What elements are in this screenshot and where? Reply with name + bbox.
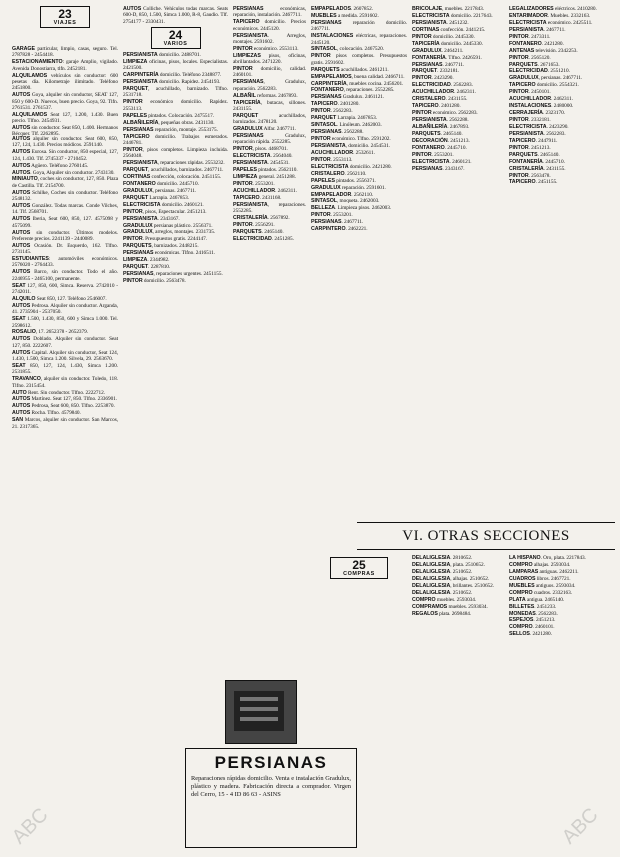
- section-box-24: [151, 27, 201, 49]
- classified-ad: FONTANERO. 2421280.: [509, 40, 564, 47]
- classified-ad: DELALIGLESIA. 2810652.: [412, 555, 473, 561]
- classified-ad: PERSIANAS Gradulux. 2461121.: [311, 94, 385, 101]
- classified-ad: TAPICERO domicilio. Precios económicos. 2445120.: [233, 19, 306, 32]
- column-2-listings: [123, 52, 228, 284]
- classified-ad: GRADULUX reparación. 2591601.: [311, 184, 386, 191]
- classified-ad: SINTASOL, moqueta. 2462003.: [311, 198, 380, 205]
- classified-ad: PERSIANAS. 2467711.: [412, 61, 465, 68]
- classified-ad: PAPELES pintados. 2562110.: [233, 167, 298, 174]
- classified-ad: GRADULUX, arreglos, montajes. 2331735.: [123, 229, 216, 236]
- classified-ad: ALBAÑILERÍA. 2467893.: [412, 123, 470, 130]
- classified-ad: ESTUDIANTES: automóviles económicos. 2576020 - 2764433.: [12, 256, 118, 269]
- classified-ad: ROSALIO, 17. 2652378 - 2652379.: [12, 329, 88, 336]
- classified-ad: MUEBLES a medida. 2591602.: [311, 12, 379, 19]
- classified-ad: CARPINTERÍA domicilio. Teléfono 2348877.: [123, 72, 222, 79]
- column-6-top: [509, 6, 611, 516]
- classified-ad: COMPRO cuadros. 2332163.: [509, 589, 572, 596]
- classified-ad: COMPRO muebles. 2593034.: [412, 596, 477, 603]
- classified-ad: MONEDAS. 2562283.: [509, 610, 558, 617]
- classified-ad: PERSIANISTA. Arreglos, montajes. 2591602.: [233, 32, 306, 45]
- column-6-bottom-listings: [509, 555, 611, 638]
- classified-ad: ELECTRICISTA económico. 2425511.: [509, 19, 593, 26]
- section-label: VIAJES: [53, 20, 77, 26]
- classified-ad: AUTOS Pedrosa, Seat 600, 850. Tlfno. 2253870.: [12, 403, 115, 410]
- column-1-top-listings: [12, 46, 118, 138]
- classified-ad: ESPEJOS. 2451213.: [509, 617, 556, 624]
- abc-watermark: ABC: [7, 803, 53, 849]
- classified-ad: SELLOS. 2421280.: [509, 631, 552, 638]
- classified-ad: ELECTRICIDAD. 2562283.: [412, 82, 473, 89]
- classified-ad: PARQUET, acuchillado, barnizado. Tlfno. 2531718.: [123, 86, 228, 99]
- abc-watermark: ABC: [557, 803, 603, 849]
- classified-ad: PERSIANISTA, reparaciones. 2552285.: [233, 201, 306, 215]
- classified-ad: PERSIANISTA. 2467711.: [509, 26, 566, 33]
- classified-ad: AUTOS sin conductor. Últimos modelos. Preferente precios. 2241139 - 2440089.: [12, 229, 118, 242]
- classified-ad: FONTANERÍA. Tlfno. 2426591.: [412, 54, 482, 61]
- classified-ad: DELALIGLESIA. 2510652.: [412, 589, 473, 596]
- classified-ad: SEAT 850, 127, 124, 1.430, Simca 1.200. 2531855.: [12, 362, 118, 376]
- classified-ad: GRADULUX persianas plástico. 2556371.: [123, 222, 213, 229]
- classified-ad: PAPELES pintados. 2556371.: [311, 177, 376, 184]
- classified-ad: REGALOS plata. 2698484.: [412, 610, 472, 617]
- classified-ad: ENTARIMADOR. Muebles. 2332163.: [509, 12, 591, 19]
- classified-ad: PERSIANISTA domicilio. Rapidez. 2454193.: [123, 79, 221, 86]
- classified-ad: PINTOR. 2562283.: [311, 108, 353, 115]
- classified-ad: PARQUETS acuchillados. 2461211.: [311, 66, 389, 73]
- classified-ad: BELLEZA. Limpieza pisos. 2462003.: [311, 205, 392, 212]
- classified-ad: PERSIANISTA, domicilio. 2454531.: [311, 142, 391, 149]
- classified-ad: FONTANERO, reparaciones. 2552285.: [311, 87, 395, 94]
- classified-ad: PERSIANAS económicas, reparación, instalación. 2467711.: [233, 6, 306, 19]
- classified-ad: COMPRO alhajas. 2593034.: [509, 561, 571, 568]
- classified-ad: PINTOR. 2423290.: [412, 75, 454, 82]
- classified-ad: CARPINTERÍA, muebles cocina. 2456201.: [311, 80, 404, 87]
- classified-ad: PINTOR. 2332181.: [509, 117, 551, 123]
- classified-ad: PINTOR, pisos, Espectacular. 2451213.: [123, 208, 207, 215]
- classified-ad: PINTOR. 2450101.: [509, 89, 551, 96]
- classified-ad: AUTOS González. Todas marcas. Conde Vilches, 14. Tlf. 2568701.: [12, 203, 118, 216]
- classified-ad: CORTINAS confección, colocación. 2451155.: [123, 173, 222, 180]
- classified-ad: PARQUETS, barnizados. 2448215.: [123, 243, 199, 250]
- classified-ad: PARQUET, acuchillados, barnizados. 2467711.: [123, 167, 224, 173]
- classified-ad: PERSIANAS reparación, montaje. 2553175.: [123, 126, 218, 133]
- classified-ad: TAPICERO. 2401280.: [311, 101, 360, 108]
- classified-ad: SINTASOL. Linóleum. 2462003.: [311, 122, 382, 129]
- classified-ad: PERSIANISTA, reparaciones rápidas. 2553232.: [123, 160, 225, 167]
- classified-ad: ELECTRICISTA. 2423290.: [509, 123, 569, 130]
- classified-ad: ALQUILO Seat 850, 127. Teléfono 2546007.: [12, 295, 107, 302]
- classified-ad: AUTOS Ocasión. Dr. Esquerdo, 162. Tlfno. 2731145.: [12, 242, 118, 256]
- classified-ad: PERSIANISTA. 2562288.: [412, 117, 469, 123]
- other-sections-banner: VI. OTRAS SECCIONES: [357, 522, 615, 550]
- classified-ad: LA HISPANO. Oro, plata. 2217843.: [509, 555, 586, 561]
- classified-ad: GRADULUX, persianas. 2467711.: [509, 75, 583, 82]
- section-number: 24: [168, 28, 183, 43]
- classified-ad: GARAGE particular, limpio, casas, seguro. Tel. 2787828 - 2454418.: [12, 46, 118, 59]
- classified-ad: PINTOR. 2473311.: [509, 33, 551, 40]
- classified-ad: PINTOR. 2553201.: [311, 212, 353, 219]
- classified-ad: MUEBLES antiguos. 2593034.: [509, 582, 576, 589]
- classified-ad: EMPAPELADOS. 2607852.: [311, 6, 373, 12]
- classified-ad: GRADULUX, persianas. 2467711.: [123, 187, 197, 194]
- classified-ad: PINTOR domicilio. 2445330.: [412, 33, 475, 40]
- classified-ad: PINTOR. 2553201.: [412, 151, 454, 158]
- classified-ad: PERSIANISTA. 2343167.: [123, 215, 180, 222]
- column-2-head-listing: [123, 6, 228, 25]
- classified-ad: AUTOS Pedrosa. Alquiler sin conductor. Arganda, 41. 2735904 - 2537050.: [12, 302, 118, 316]
- photo-slat: [240, 707, 278, 711]
- classified-ad: ACUCHILLADOR. 2462311.: [412, 89, 476, 96]
- classified-ad: AUTOS Rocha. Tlfno. 4579840.: [12, 410, 81, 417]
- classified-ad: PARQUETS. 2671653.: [509, 61, 560, 68]
- classified-ad: LIMPIEZA oficinas, pisos, locales. Especialistas. 2421500.: [123, 58, 228, 72]
- classified-ad: PERSIANAS económicas. Tlfno. 2416511.: [123, 250, 216, 257]
- classified-ad: FONTANERO. 2445710.: [412, 144, 467, 151]
- ad-headline: PERSIANAS: [214, 753, 328, 772]
- classified-ad: PARQUET acuchillados, barnizados. 2478120.: [233, 112, 306, 126]
- classified-ad: DELALIGLESIA. 2510652.: [412, 568, 473, 575]
- classified-ad: INSTALACIONES eléctricas, reparaciones. 2445120.: [311, 33, 407, 46]
- classified-ad: PINTOR. 2556291.: [233, 222, 275, 229]
- classified-ad: EMPAPELAMOS, buena calidad. 2466711.: [311, 73, 405, 80]
- classified-ad: PERSIANISTA domicilio. 2488701.: [123, 52, 201, 59]
- classified-ad: PARQUETS. 2465140.: [233, 229, 284, 235]
- ad-text: Reparaciones rápidas domicilio. Venta e instalación Gradulux, plástico y madera. Fabricación directa a comprador. Virgen del Cerro, 15 - 4 ID 86 63 - ASINS: [191, 775, 351, 798]
- classified-ad: PARQUETS. 2465140.: [412, 130, 463, 137]
- classified-ad: PINTOR. 2563478.: [509, 172, 551, 179]
- classified-ad: AUTOS Martínez. Seat 127, 850. Tlfno. 2336901.: [12, 396, 118, 403]
- classified-ad: EMPAPELADOR. 2562110.: [311, 191, 374, 198]
- persianas-advertisement: [185, 748, 357, 848]
- classified-ad: TAPICERÍA domicilio. 2445330.: [412, 40, 483, 47]
- column-4-listings: [311, 6, 407, 233]
- section-label: VARIOS: [163, 41, 188, 48]
- classified-ad: AUTOS alquiler sin conductor. Seat 600, 850, 127, 124, 1.430. Precios módicos. 2591140.: [12, 136, 118, 149]
- classified-ad: LIMPIEZA. 2344982.: [123, 257, 170, 264]
- classified-ad: AUTOS Capital. Alquiler sin conductor, Seat 124, 1.430, 1.500, Simca 1.200. Silvela, 29. 2563670.: [12, 349, 118, 363]
- photo-slat: [240, 697, 278, 701]
- classified-ad: TAPICERO. 2401280.: [412, 103, 461, 110]
- column-1-listings: [12, 136, 118, 430]
- section-box-23: [40, 6, 90, 28]
- classified-ad: AUTOS Schilke, Coches sin conductor. Teléfono 2548132.: [12, 189, 118, 203]
- classified-ad: SINTASOL, colocación. 2467520.: [311, 46, 385, 53]
- classified-ad: AUTOS sin conductor. Seat 850, 1.400. Hermanos Bécquer. Tlf. 2262895.: [12, 125, 118, 138]
- classified-ad: PARQUET Larrapia. 2467853.: [123, 194, 189, 201]
- classified-ad: ELECTRICIDAD. 2451285.: [233, 235, 294, 242]
- classified-ad: ANTENAS televisión. 2342253.: [509, 47, 578, 54]
- classified-ad: PERSIANAS, reparaciones urgentes. 2451155.: [123, 271, 223, 278]
- classified-ad: PINTOR. 2553113.: [311, 156, 353, 163]
- classified-ad: COMPRO. 2460101.: [509, 624, 555, 631]
- classified-ad: ACUCHILLADOR. 2462311.: [509, 96, 573, 103]
- classified-ad: SEAT 127, 850, 600, Simca. Reserva. 2742010 - 2742011.: [12, 282, 118, 296]
- classified-ad: PERSIANISTA. 2451232.: [412, 19, 469, 26]
- classified-ad: SEAT 1.500, 1.430, 850, 600 y Simca 1.000. Tel. 2598612.: [12, 316, 118, 329]
- classified-ad: ALQUILAMOS vehículos sin conductor: 600 pesetas día. Kilometraje ilimitado. Teléfono 2451800.: [12, 72, 118, 92]
- column-1: [12, 136, 118, 776]
- classified-ad: CUADROS libros. 2467721.: [509, 575, 571, 582]
- column-5-bottom-listings: [412, 555, 504, 617]
- classified-ad: ALBAÑILERÍA, pequeñas obras. 2431130.: [123, 119, 215, 126]
- classified-ad: PINTOR económico. Tlfno. 2591202.: [311, 136, 391, 143]
- classified-ad: ELECTRICISTA. 2460121.: [412, 158, 472, 165]
- classified-ad: PINTOR, pisos completos. Limpieza incluida. 2564048.: [123, 146, 228, 160]
- advertisement-photo: [225, 680, 297, 744]
- column-4: [311, 6, 407, 516]
- classified-ad: PERSIANAS Gradulux, reparación rápida. 2552285.: [233, 133, 306, 146]
- classified-ad: CRISTALERO. 2431155.: [412, 96, 468, 103]
- classified-ad: PERSIANISTA. 2562283.: [509, 130, 566, 137]
- classified-ad: TAPICERO. 2451155.: [509, 179, 558, 186]
- classified-ad: CRISTALERÍA. 2431155.: [509, 165, 566, 172]
- classified-ad: FONTANERÍA. 2445710.: [509, 158, 565, 165]
- classified-ad: AUTOS. Goya, Alquiler sin conductor. 2743130.: [12, 169, 115, 176]
- classified-ad: PINTOR domicilio. 2563478.: [123, 278, 186, 284]
- classified-ad: PERSIANAS. 2343167.: [412, 165, 465, 172]
- classified-ad: AUTO Rent. Sin conductor. Tlfno. 2222712.: [12, 389, 105, 396]
- classified-ad: PERSIANAS. 2562288.: [311, 129, 364, 136]
- classified-ad: ACUCHILLADOR. 2532611.: [311, 149, 375, 156]
- section-number: 25: [352, 558, 366, 572]
- classified-ad: FONTANERO domicilio. 2445710.: [123, 180, 199, 187]
- classified-ad: CORTINAS confección. 2441215.: [412, 26, 486, 33]
- classified-ad: MINIAUTO, coches sin conductor, 127, 850. Plaza de Castilla. Tlf. 2154700.: [12, 176, 118, 189]
- classified-ad: BILLETES. 2451233.: [509, 603, 557, 610]
- classified-ad: INSTALACIONES. 2480000.: [509, 103, 574, 110]
- column-3: [233, 6, 306, 678]
- classified-ad: CRISTALERO. 2562110.: [311, 170, 367, 177]
- column-5-bottom: [412, 555, 504, 805]
- classified-ad: DELALIGLESIA, brillantes. 2510652.: [412, 582, 495, 589]
- classified-ad: PARQUET. 2332181.: [412, 68, 460, 75]
- classified-ad: PINTOR. 2565120.: [509, 54, 551, 61]
- column-1-top: [12, 7, 118, 138]
- classified-ad: AUTOS Iberia, Seat 600, 850, 127. 4575098 y 4575099.: [12, 216, 118, 229]
- classified-ad: CERRAJERÍA. 2323170.: [509, 110, 565, 117]
- classified-ad: CRISTALERÍA. 2567892.: [233, 215, 290, 222]
- classified-ad: ACUCHILLADOR. 2462311.: [233, 187, 297, 194]
- classified-ad: COMPRAMOS muebles. 2593034.: [412, 603, 488, 610]
- classified-ad: PERSIANAS reparación domicilio. 2467711.: [311, 19, 407, 33]
- classified-ad: TAPICERO. 2447911.: [509, 137, 558, 144]
- classified-ad: PINTOR. 2553201.: [233, 181, 275, 188]
- classified-ad: GRADULUX Alfar. 2467711.: [233, 126, 297, 133]
- section-number: 23: [58, 7, 72, 21]
- classified-ad: PINTOR. Presupuestos gratis. 2244147.: [123, 236, 207, 243]
- classified-ad: TRAVANCO, alquiler sin conductor. Toledo, 118. Tlfno. 2315454.: [12, 376, 118, 389]
- classified-ad: PINTOR, pisos. 4468701.: [233, 146, 288, 153]
- classified-ad: DELALIGLESIA, alhajas. 2510652.: [412, 575, 490, 582]
- classified-ad: TAPICERÍA, butacas, sillones. 2431155.: [233, 99, 306, 112]
- classified-ad: ELECTRICIDAD. 2551210.: [509, 68, 570, 75]
- classified-ad: PINTOR pisos completos. Presupuestos gratis. 2591602.: [311, 53, 407, 66]
- classified-ad: PINTOR económico domicilio. Rapidez. 2553113.: [123, 99, 228, 112]
- classified-ad: AUTOS Eurosa. Sin conductor, 850 especial, 127, 124, 1.430. Tlf. 2745337 - 2710452.: [12, 149, 118, 162]
- classified-ad: PINTOR domicilio, calidad. 2460101.: [233, 66, 306, 79]
- classified-ad: BRICOLAJE, muebles. 2217843.: [412, 6, 485, 12]
- column-5-top-listings: [412, 6, 504, 172]
- classified-ad: ALQUILAMOS Seat 127, 1.200, 1.430. Buen precio. Tlfno. 2454931.: [12, 111, 118, 125]
- classified-ad: ALBAÑIL reformas. 2467893.: [233, 92, 298, 99]
- classified-ad: PERSIANAS, Gradulux, reparación. 2562283.: [233, 79, 306, 92]
- classified-ad: PARQUETS. 2465140.: [509, 151, 560, 158]
- section-box-25: [330, 557, 388, 579]
- classified-ad: PERSIANISTA. 2454531.: [233, 160, 290, 167]
- classified-ad: ELECTRICISTA domicilio. 2217643.: [412, 12, 493, 19]
- classified-ad: PERSIANAS. 2467711.: [311, 219, 364, 226]
- classified-ad: ELECTRICISTA domicilio. 2421280.: [311, 163, 392, 170]
- column-3-listings: [233, 6, 306, 242]
- classified-ad: DECORACIÓN. 2451213.: [412, 137, 470, 144]
- classified-ad: GRADULUX. 2464211.: [412, 47, 464, 54]
- classified-ad: PINTOR económico. 2553113.: [233, 45, 299, 52]
- column-2: [123, 6, 228, 851]
- classified-ad: LIMPIEZA general. 2451288.: [233, 174, 296, 181]
- column-6-top-listings: [509, 6, 611, 186]
- classified-ad: ELECTRICISTA. 2564040.: [233, 153, 293, 160]
- classified-ad: AUTOS Colliche. Vehículos todas marcas. Seats 600-D, 850, 1.500, Simca 1.000, R-8, Gaudio. Tlf. 2754177 - 2330431.: [123, 6, 228, 25]
- classified-ad: AUTOS Goya, alquiler sin conductor, SEAT 127, 850 y 600-D. Nuevos, buen precio. Goya, 92. Tlfn. 2761531. 2761537.: [12, 92, 118, 111]
- classified-ad: PINTOR económico. 2562283.: [412, 110, 478, 117]
- classified-ad: PLATA antigua. 2465140.: [509, 596, 565, 603]
- classified-ad: AUTOS Agüero. Teléfono 2760145.: [12, 162, 89, 169]
- column-5-top: [412, 6, 504, 516]
- classified-ad: SAN Marcos, alquiler sin conductor. San Marcos, 21. 2317365.: [12, 417, 118, 430]
- classified-ad: TAPICERO domicilio. Trabajos esmerados. 2446781.: [123, 133, 228, 146]
- section-label: COMPRAS: [343, 571, 375, 577]
- classified-ad: ELECTRICISTA domicilio. 2460121.: [123, 201, 204, 208]
- classified-ad: LAMPARAS antiguas. 2462211.: [509, 568, 579, 575]
- classified-ad: LEGALIZADORES eléctricos. 2410280.: [509, 6, 597, 12]
- classified-ad: ESTACIONAMIENTO: garaje Amplio, vigilado. Avenida Donostiarra, tlfn. 2452181.: [12, 59, 118, 72]
- classified-ad: PARQUET. 2287810.: [123, 264, 171, 271]
- classified-ad: TAPICERO. 2431168.: [233, 194, 282, 201]
- column-6-bottom: [509, 555, 611, 805]
- classified-ad: AUTOS Barco, sin conductor. Todo el año. 2246955 - 2465100, permanente.: [12, 269, 118, 282]
- classified-ad: CARPINTERO. 2462221.: [311, 226, 368, 233]
- classified-ad: PAPELES pintados. Colocación. 2475517.: [123, 112, 214, 119]
- classified-ad: AUTOS Doblado. Alquiler sin conductor. Seat 127, 850. 2222607.: [12, 336, 118, 349]
- classified-ad: PARQUET Larrapia. 2467853.: [311, 115, 377, 122]
- classified-ad: DELALIGLESIA, plata. 2510652.: [412, 561, 485, 568]
- classified-ad: TAPICERO domicilio. 2554321.: [509, 82, 579, 89]
- photo-slat: [240, 717, 278, 721]
- compras-column: [311, 555, 407, 745]
- classified-ad: LIMPIEZAS pisos, oficinas, abrillantados. 2471220.: [233, 52, 306, 66]
- classified-ad: PINTOR. 2451213.: [509, 144, 551, 151]
